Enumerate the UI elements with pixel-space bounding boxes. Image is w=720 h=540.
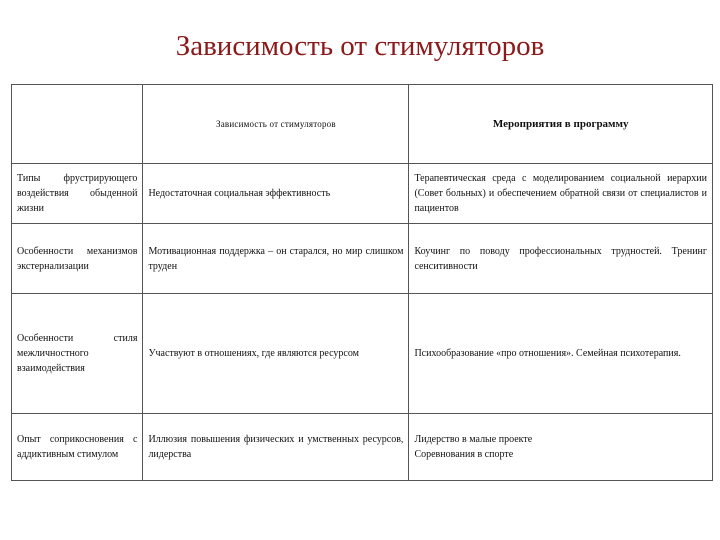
row-type-cell: Особенности механизмов экстернализации [12, 224, 143, 294]
row-measures-cell: Терапевтическая среда с моделированием социальной иерархии (Совет больных) и обеспечением обратной связи от специалистов и пациентов [409, 164, 713, 224]
row-dependency-cell: Иллюзия повышения физических и умственных ресурсов, лидерства [143, 414, 409, 481]
row-dependency-cell: Мотивационная поддержка – он старался, но мир слишком труден [143, 224, 409, 294]
measure-line: Соревнования в спорте [414, 449, 514, 460]
row-measures-cell: Коучинг по поводу профессиональных трудностей. Тренинг сенситивности [409, 224, 713, 294]
row-dependency-cell: Участвуют в отношениях, где являются ресурсом [143, 294, 409, 414]
stimulant-dependency-table [11, 84, 713, 481]
row-dependency-cell: Недостаточная социальная эффективность [143, 164, 409, 224]
row-type-cell: Типы фрустрирующего воздействия обыденной жизни [12, 164, 143, 224]
table-row [12, 224, 713, 294]
table-row [12, 414, 713, 481]
table-row [12, 294, 713, 414]
measure-line: Лидерство в малые проекте [414, 434, 533, 445]
header-cell-empty [12, 85, 143, 164]
row-type-cell: Особенности стиля межличностного взаимодействия [12, 294, 143, 414]
row-measures-cell: Психообразование «про отношения». Семейная психотерапия. [409, 294, 713, 414]
row-measures-cell [409, 414, 713, 481]
header-cell-measures: Мероприятия в программу [409, 85, 713, 164]
row-type-cell: Опыт соприкосновения с аддиктивным стимулом [12, 414, 143, 481]
table-row [12, 164, 713, 224]
table-header-row [12, 85, 713, 164]
header-cell-dependency: Зависимость от стимуляторов [143, 85, 409, 164]
slide-title: Зависимость от стимуляторов [175, 30, 545, 62]
